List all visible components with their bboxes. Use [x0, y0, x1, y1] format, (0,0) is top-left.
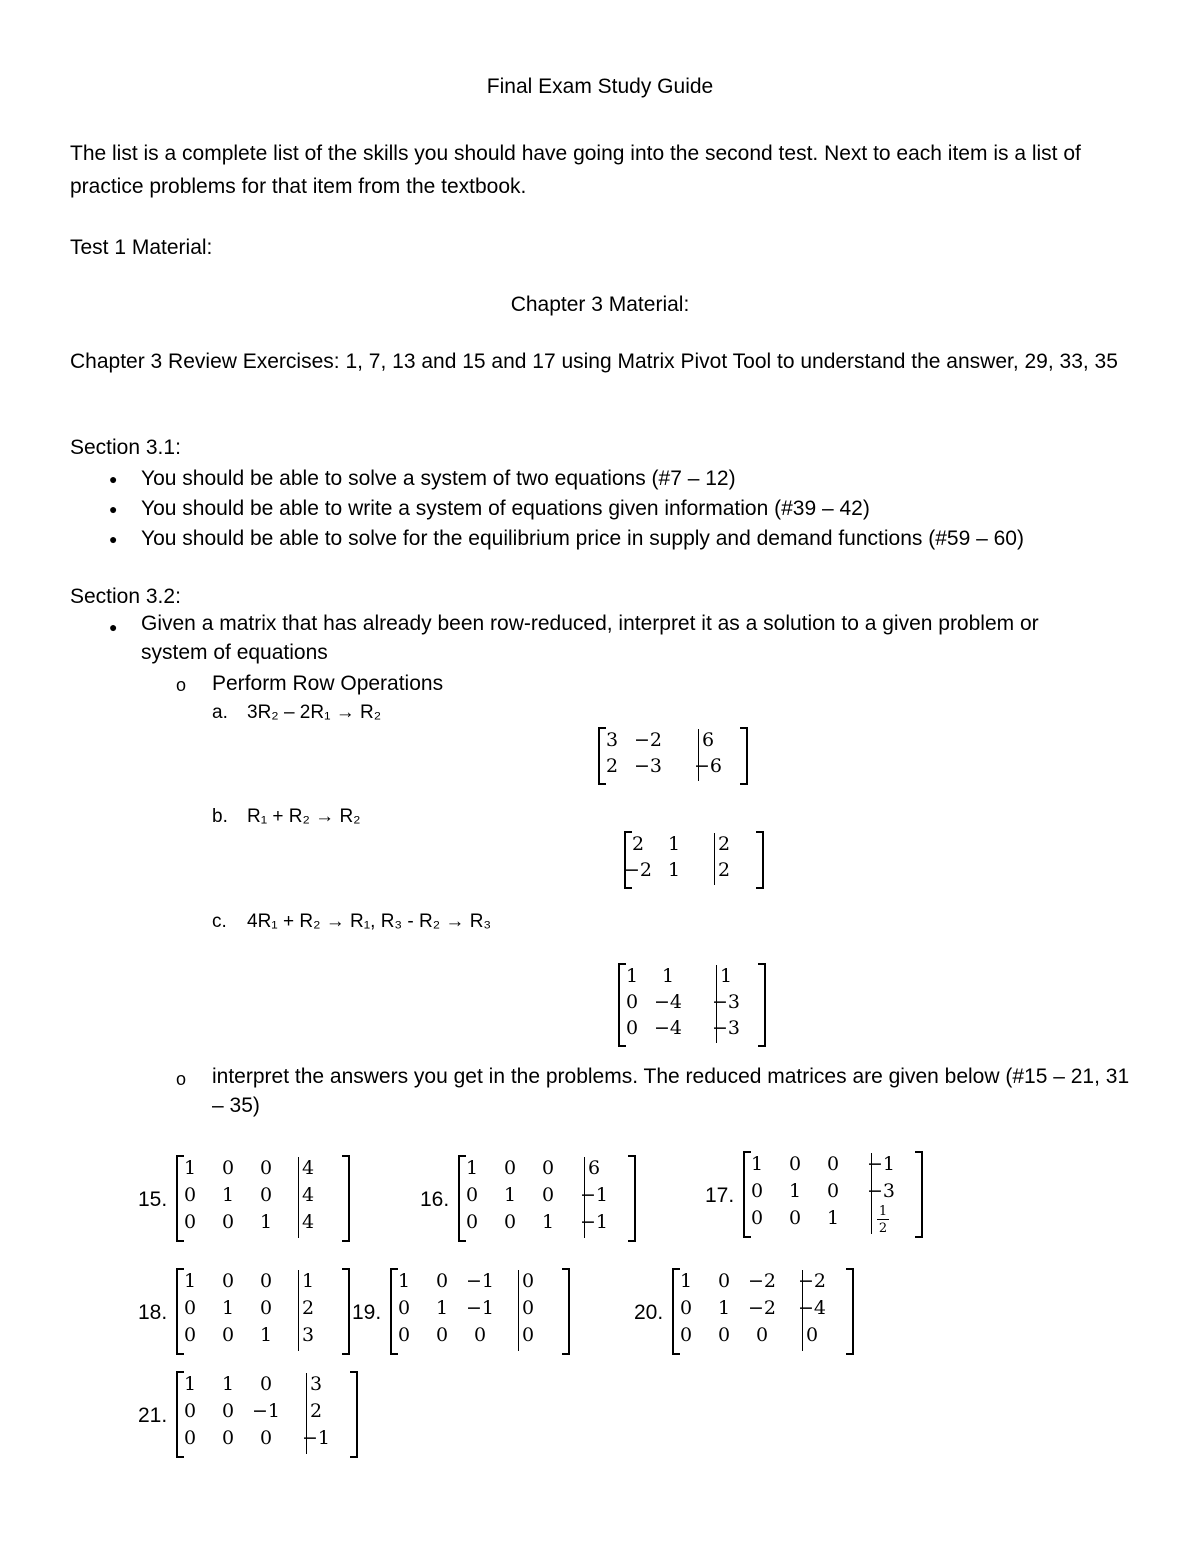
- bullet-icon: ●: [109, 619, 118, 635]
- matrix-cell: −4: [653, 991, 682, 1013]
- right-bracket: [756, 831, 764, 889]
- right-bracket: [740, 727, 748, 785]
- matrix-cell: 1: [719, 965, 733, 987]
- sub-item-interpret: interpret the answers you get in the problems. The reduced matrices are given below (#15 – 21, 31 – 35): [212, 1065, 1130, 1117]
- matrix-cell: 1: [679, 1270, 693, 1292]
- hollow-bullet-icon: o: [176, 1069, 187, 1089]
- matrix-cell: 0: [679, 1324, 693, 1346]
- augmented-matrix: [618, 963, 766, 1047]
- matrix-cell: 1: [788, 1180, 802, 1202]
- matrix-cell: −3: [866, 1180, 895, 1202]
- matrix-cell: 1: [183, 1373, 197, 1395]
- augmented-matrix: [390, 1268, 570, 1355]
- matrix-cell: 0: [183, 1400, 197, 1422]
- augmented-matrix: [176, 1371, 358, 1458]
- matrix-cell: 1: [221, 1373, 235, 1395]
- section-3-1-item: You should be able to solve a system of two equations (#7 – 12): [141, 467, 736, 490]
- matrix-cell: 0: [259, 1157, 273, 1179]
- matrix-cell: 0: [183, 1184, 197, 1206]
- right-bracket: [562, 1268, 570, 1355]
- matrix-cell: 2: [301, 1297, 315, 1319]
- matrix-cell: −1: [465, 1297, 494, 1319]
- matrix-cell: 6: [587, 1157, 601, 1179]
- hollow-bullet-icon: o: [176, 675, 187, 695]
- matrix-cell: 0: [221, 1270, 235, 1292]
- matrix-cell: 0: [717, 1270, 731, 1292]
- matrix-cell: 2: [717, 833, 731, 855]
- matrix-cell: −1: [251, 1400, 280, 1422]
- matrix-cell: 0: [183, 1324, 197, 1346]
- matrix-cell: 0: [183, 1211, 197, 1233]
- matrix-cell: 2: [717, 859, 731, 881]
- op-label: a.: [212, 702, 228, 723]
- matrix-cell: 1: [667, 859, 681, 881]
- matrix-cell: 1: [503, 1184, 517, 1206]
- matrix-cell: 4: [301, 1157, 315, 1179]
- section-3-1-item: You should be able to solve for the equilibrium price in supply and demand functions (#59 – 60): [141, 527, 1024, 550]
- matrix-cell: 1: [541, 1211, 555, 1233]
- matrix-cell: 0: [503, 1157, 517, 1179]
- matrix-cell: 1: [259, 1324, 273, 1346]
- matrix-cell: 0: [750, 1180, 764, 1202]
- matrix-cell: 0: [750, 1207, 764, 1229]
- matrix-label: 15.: [138, 1187, 168, 1211]
- augmented-matrix: [458, 1155, 636, 1242]
- matrix-cell: 6: [701, 729, 715, 751]
- augmented-matrix: [598, 727, 748, 785]
- test1-heading: Test 1 Material:: [70, 236, 213, 259]
- matrix-cell: −2: [633, 729, 662, 751]
- matrix-cell: 1: [465, 1157, 479, 1179]
- matrix-cell: 1: [661, 965, 675, 987]
- chapter-heading: Chapter 3 Material:: [510, 293, 690, 316]
- matrix-cell: 2: [309, 1400, 323, 1422]
- matrix-cell: 0: [788, 1207, 802, 1229]
- matrix-cell: −3: [633, 755, 662, 777]
- matrix-cell: 1: [717, 1297, 731, 1319]
- matrix-cell: 0: [826, 1153, 840, 1175]
- matrix-cell: 0: [435, 1270, 449, 1292]
- matrix-cell: 1: [667, 833, 681, 855]
- matrix-cell: 0: [259, 1184, 273, 1206]
- matrix-cell: 4: [301, 1184, 315, 1206]
- augmented-matrix: [176, 1268, 350, 1355]
- matrix-cell: 0: [503, 1211, 517, 1233]
- matrix-cell: 0: [465, 1184, 479, 1206]
- matrix-cell: 0: [473, 1324, 487, 1346]
- op-text: 3R₂ – 2R₁ → R₂: [247, 702, 382, 723]
- matrix-cell: 0: [521, 1297, 535, 1319]
- op-text: R₁ + R₂ → R₂: [247, 806, 361, 827]
- matrix-cell: 0: [541, 1184, 555, 1206]
- matrix-cell: −4: [797, 1297, 826, 1319]
- matrix-cell: 0: [221, 1324, 235, 1346]
- matrix-cell: 0: [397, 1324, 411, 1346]
- augmented-matrix: [672, 1268, 854, 1355]
- right-bracket: [350, 1371, 358, 1458]
- matrix-cell: 1: [625, 965, 639, 987]
- matrix-cell: 1: [221, 1297, 235, 1319]
- matrix-cell: 0: [221, 1400, 235, 1422]
- matrix-cell: −1: [579, 1184, 608, 1206]
- fraction-denominator: 2: [878, 1221, 888, 1236]
- bullet-icon: ●: [109, 531, 118, 547]
- matrix-label: 19.: [352, 1300, 382, 1324]
- matrix-cell: −1: [866, 1153, 895, 1175]
- matrix-cell: 0: [717, 1324, 731, 1346]
- matrix-cell: 0: [259, 1297, 273, 1319]
- matrix-cell: −1: [301, 1427, 330, 1449]
- right-bracket: [915, 1151, 923, 1238]
- matrix-cell: −2: [623, 859, 652, 881]
- bullet-icon: ●: [109, 471, 118, 487]
- matrix-cell: 0: [521, 1324, 535, 1346]
- matrix-cell: 0: [221, 1157, 235, 1179]
- matrix-cell: 1: [826, 1207, 840, 1229]
- section-3-2-item: Given a matrix that has already been row-reduced, interpret it as a solution to a given problem or system of equations: [141, 612, 1039, 664]
- matrix-cell: 1: [183, 1157, 197, 1179]
- matrix-cell: 3: [301, 1324, 315, 1346]
- right-bracket: [628, 1155, 636, 1242]
- augmented-matrix: [176, 1155, 350, 1242]
- matrix-cell: 0: [221, 1211, 235, 1233]
- matrix-cell: 0: [826, 1180, 840, 1202]
- matrix-cell: 0: [259, 1373, 273, 1395]
- matrix-cell: −2: [747, 1270, 776, 1292]
- bullet-icon: ●: [109, 501, 118, 517]
- matrix-cell: −2: [747, 1297, 776, 1319]
- matrix-cell: 0: [755, 1324, 769, 1346]
- matrix-cell: 0: [221, 1427, 235, 1449]
- matrix-cell: 0: [465, 1211, 479, 1233]
- op-label: b.: [212, 806, 228, 827]
- matrix-cell: 0: [679, 1297, 693, 1319]
- matrix-cell: 0: [788, 1153, 802, 1175]
- matrix-cell: −3: [711, 991, 740, 1013]
- matrix-cell: 0: [625, 991, 639, 1013]
- right-bracket: [342, 1268, 350, 1355]
- intro-paragraph: The list is a complete list of the skills you should have going into the second test. Next to each item is a list of practice problems for that item from the textbook.: [70, 142, 1081, 198]
- matrix-cell: 0: [541, 1157, 555, 1179]
- op-text: 4R₁ + R₂ → R₁, R₃ - R₂ → R₃: [247, 911, 492, 932]
- fraction-numerator: 1: [878, 1204, 888, 1219]
- matrix-label: 20.: [634, 1300, 664, 1324]
- matrix-label: 21.: [138, 1403, 168, 1427]
- matrix-cell: 0: [259, 1270, 273, 1292]
- matrix-cell: 1: [301, 1270, 315, 1292]
- matrix-cell: 0: [521, 1270, 535, 1292]
- matrix-fraction: [863, 1205, 903, 1235]
- review-exercises: Chapter 3 Review Exercises: 1, 7, 13 and 15 and 17 using Matrix Pivot Tool to understand the answer, 29, 33, 35: [70, 350, 1118, 373]
- matrix-cell: 0: [435, 1324, 449, 1346]
- matrix-cell: 0: [183, 1427, 197, 1449]
- op-label: c.: [212, 911, 227, 932]
- matrix-label: 16.: [420, 1187, 450, 1211]
- matrix-cell: 0: [805, 1324, 819, 1346]
- matrix-cell: 1: [397, 1270, 411, 1292]
- matrix-cell: 0: [183, 1297, 197, 1319]
- right-bracket: [846, 1268, 854, 1355]
- section-3-1-item: You should be able to write a system of equations given information (#39 – 42): [141, 497, 870, 520]
- page-title: Final Exam Study Guide: [486, 75, 714, 98]
- right-bracket: [342, 1155, 350, 1242]
- matrix-cell: −1: [579, 1211, 608, 1233]
- sub-item-row-operations: Perform Row Operations: [212, 672, 444, 695]
- matrix-cell: 0: [625, 1017, 639, 1039]
- matrix-cell: 1: [435, 1297, 449, 1319]
- augmented-matrix: [624, 831, 764, 889]
- augmented-matrix: [743, 1151, 923, 1238]
- matrix-cell: −3: [711, 1017, 740, 1039]
- matrix-cell: −2: [797, 1270, 826, 1292]
- matrix-cell: 1: [221, 1184, 235, 1206]
- section-3-1-heading: Section 3.1:: [70, 436, 181, 459]
- matrix-cell: −4: [653, 1017, 682, 1039]
- matrix-cell: 2: [631, 833, 645, 855]
- matrix-cell: 1: [259, 1211, 273, 1233]
- section-3-2-heading: Section 3.2:: [70, 585, 181, 608]
- right-bracket: [758, 963, 766, 1047]
- matrix-cell: −6: [693, 755, 722, 777]
- matrix-cell: −1: [465, 1270, 494, 1292]
- matrix-cell: 1: [750, 1153, 764, 1175]
- matrix-cell: 0: [259, 1427, 273, 1449]
- matrix-cell: 2: [605, 755, 619, 777]
- matrix-label: 18.: [138, 1300, 168, 1324]
- matrix-cell: 1: [183, 1270, 197, 1292]
- matrix-cell: 3: [605, 729, 619, 751]
- matrix-cell: 0: [397, 1297, 411, 1319]
- matrix-cell: 3: [309, 1373, 323, 1395]
- matrix-label: 17.: [705, 1183, 735, 1207]
- matrix-cell: 4: [301, 1211, 315, 1233]
